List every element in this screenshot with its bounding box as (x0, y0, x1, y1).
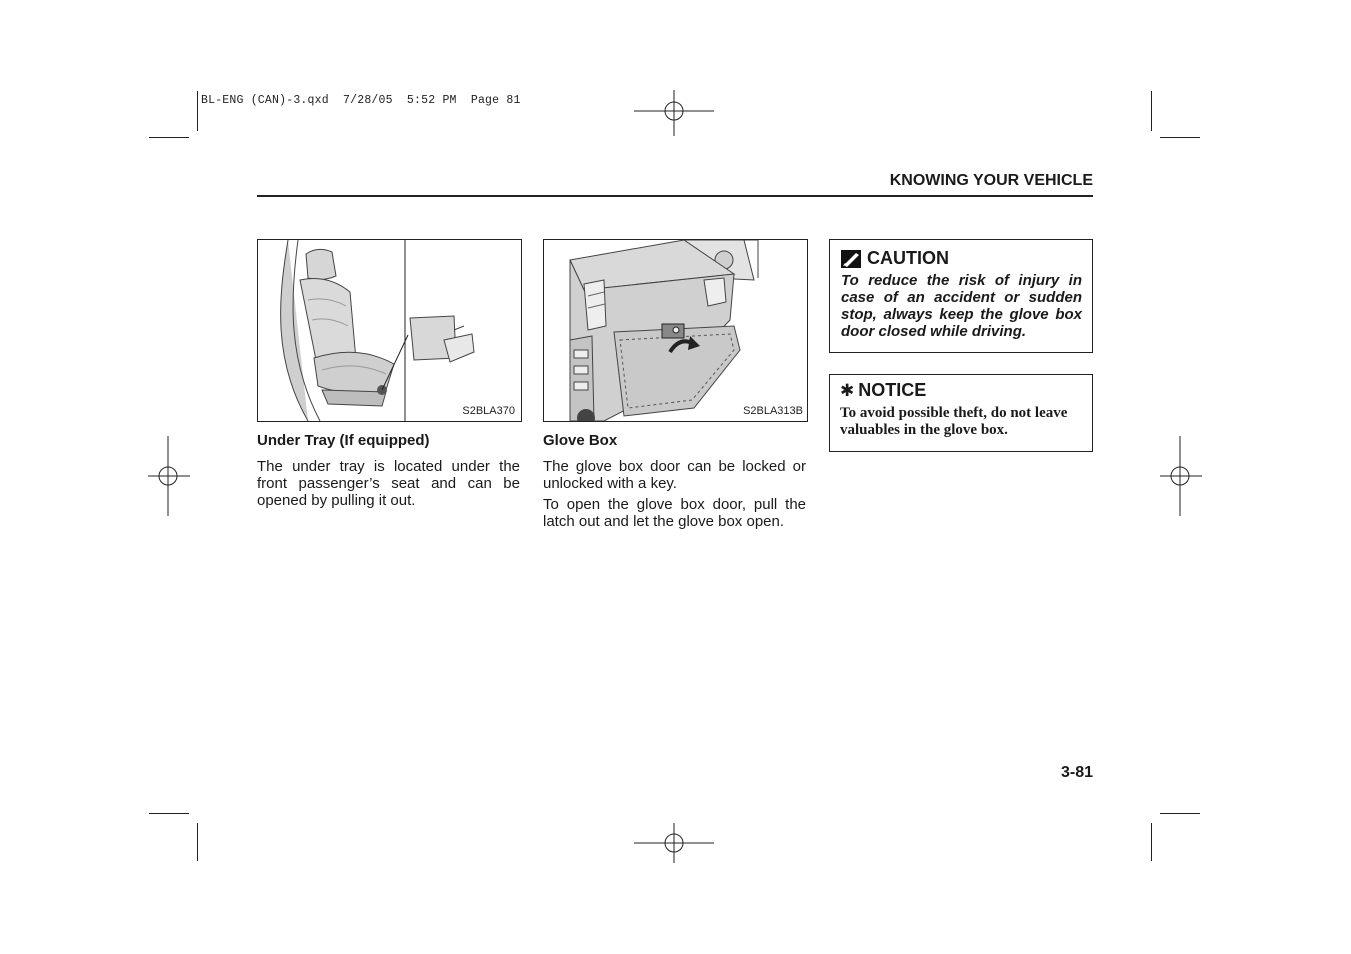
under-tray-figure (257, 239, 522, 422)
caution-box (829, 239, 1093, 353)
seat-under-tray-illustration-icon (258, 240, 521, 421)
caution-icon (841, 250, 861, 268)
under-tray-section (257, 432, 520, 509)
print-slug: BL-ENG (CAN)-3.qxd 7/28/05 5:52 PM Page 81 (201, 94, 521, 107)
notice-title: NOTICE (858, 380, 927, 400)
glove-box-heading: Glove Box (543, 432, 618, 449)
figure-code: S2BLA313B (743, 405, 803, 417)
registration-mark-right (1160, 436, 1202, 516)
registration-mark-left (148, 436, 190, 516)
registration-mark-bottom (634, 823, 714, 863)
section-title: KNOWING YOUR VEHICLE (889, 172, 1093, 189)
caution-title: CAUTION (867, 248, 949, 268)
under-tray-body: The under tray is located under the front passenger’s seat and can be opened by pulling it out. (257, 458, 520, 509)
registration-mark-top (634, 90, 714, 136)
caution-text: To reduce the risk of injury in case of an accident or sudden stop, always keep the glove box door closed while driving. (841, 272, 1082, 340)
glove-box-section (543, 432, 806, 530)
notice-text: To avoid possible theft, do not leave valuables in the glove box. (840, 405, 1068, 438)
asterisk-icon: ✱ (840, 380, 855, 401)
caution-title-row (841, 248, 1082, 269)
glove-box-body-2: To open the glove box door, pull the latch out and let the glove box open. (543, 496, 806, 530)
figure-code: S2BLA370 (462, 405, 515, 417)
under-tray-heading: Under Tray (If equipped) (257, 432, 430, 449)
notice-box (829, 374, 1093, 452)
glove-box-body-1: The glove box door can be locked or unlocked with a key. (543, 458, 806, 492)
glove-box-illustration-icon (544, 240, 807, 421)
notice-title-row (840, 380, 1082, 401)
header-rule (257, 195, 1093, 197)
page-number: 3-81 (1060, 764, 1093, 781)
glove-box-figure (543, 239, 808, 422)
